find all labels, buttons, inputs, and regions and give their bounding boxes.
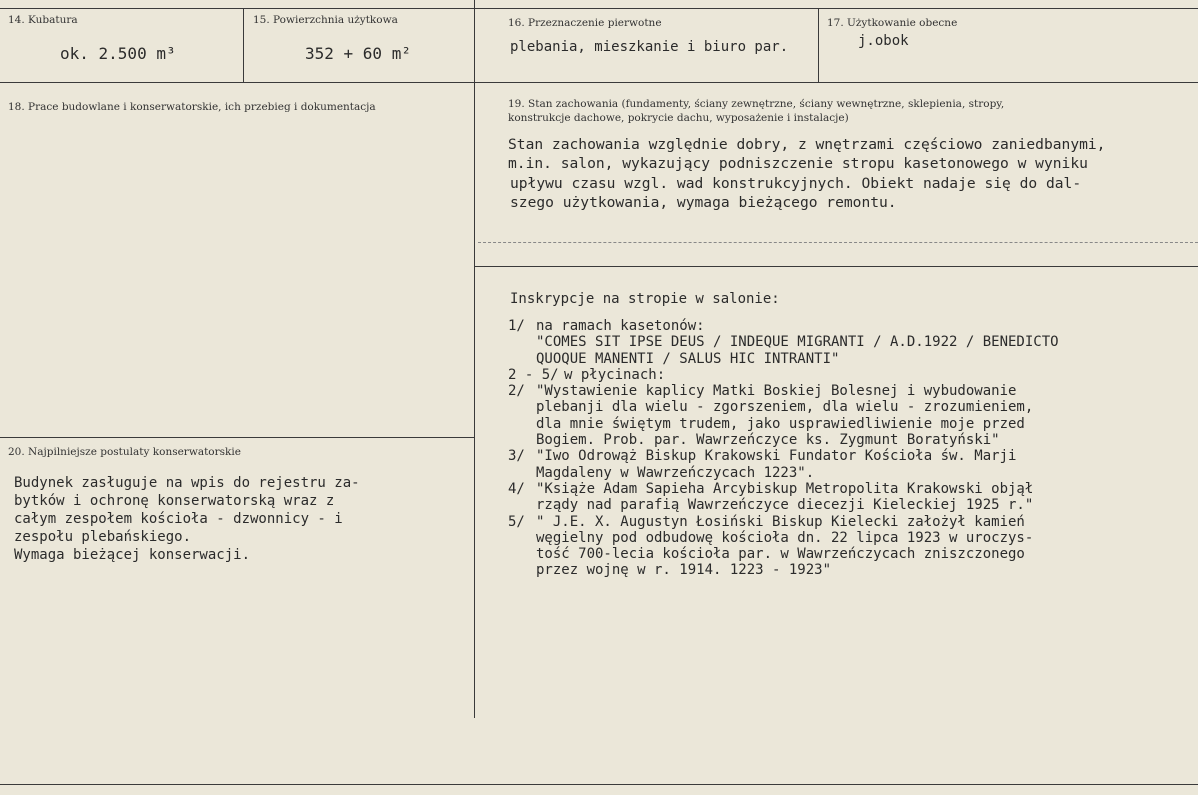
inscription-text: QUOQUE MANENTI / SALUS HIC INTRANTI"	[536, 350, 840, 367]
inscription-text: na ramach kasetonów:	[536, 318, 705, 334]
inscription-row	[508, 530, 1059, 546]
stan-zachowania-label-line2: konstrukcje dachowe, pokrycie dachu, wyposażenie i instalacje)	[508, 112, 849, 124]
inscription-row	[508, 416, 1059, 432]
inscription-text: "Iwo Odrowąż Biskup Krakowski Fundator Kościoła św. Marji	[536, 448, 1017, 465]
postulaty-line-1: Budynek zasługuje na wpis do rejestru za-	[14, 475, 360, 491]
inscription-text: Bogiem. Prob. par. Wawrzeńczyce ks. Zygmunt Boratyński"	[536, 432, 1000, 449]
inscription-num: 1/	[508, 318, 525, 334]
przeznaczenie-value: plebania, mieszkanie i biuro par.	[510, 39, 789, 55]
col-divider-3	[818, 8, 819, 83]
inscription-num: 2/	[508, 383, 525, 400]
powierzchnia-value: 352 + 60 m²	[305, 44, 411, 63]
kubatura-label: 14. Kubatura	[8, 14, 78, 26]
stan-zachowania-line-2: m.in. salon, wykazujący podniszczenie stropu kasetonowego w wyniku	[508, 155, 1088, 172]
inscription-row	[508, 514, 1059, 530]
inscription-row	[508, 546, 1059, 562]
postulaty-line-2: bytków i ochronę konserwatorską wraz z	[14, 493, 335, 509]
col-divider-2	[474, 0, 475, 718]
inscription-row	[508, 432, 1059, 448]
inscription-row	[508, 351, 1059, 367]
inscription-text: "Książe Adam Sapieha Arcybiskup Metropolita Krakowski objął	[536, 480, 1034, 497]
inscription-num: 4/	[508, 480, 525, 497]
bottom-edge-line	[0, 784, 1198, 785]
inscriptions-list	[508, 318, 1059, 579]
inscription-text: Magdaleny w Wawrzeńczycach 1223".	[536, 464, 815, 481]
inscription-num: 2 - 5/	[508, 366, 559, 383]
inscription-num: 3/	[508, 448, 525, 465]
uzytkowanie-label: 17. Użytkowanie obecne	[827, 17, 958, 29]
postulaty-line-4: zespołu plebańskiego.	[14, 529, 192, 545]
inscription-num: 5/	[508, 513, 525, 530]
inscription-text: "COMES SIT IPSE DEUS / INDEQUE MIGRANTI / A.D.1922 / BENEDICTO	[536, 334, 1059, 351]
inscription-text: dla mnie świętym trudem, jako usprawiedliwienie moje przed	[536, 415, 1025, 432]
przeznaczenie-label: 16. Przeznaczenie pierwotne	[508, 17, 662, 29]
inscription-row	[508, 367, 1059, 383]
row1-bottom-line	[0, 82, 1198, 83]
prace-budowlane-label: 18. Prace budowlane i konserwatorskie, ich przebieg i dokumentacja	[8, 101, 376, 113]
inscription-row	[508, 334, 1059, 350]
dashed-separator	[478, 242, 1198, 243]
stan-zachowania-line-1: Stan zachowania względnie dobry, z wnętrzami częściowo zaniedbanymi,	[508, 136, 1106, 153]
inscription-text: " J.E. X. Augustyn Łosiński Biskup Kielecki założył kamień	[536, 513, 1025, 530]
stan-zachowania-line-3: upływu czasu wzgl. wad konstrukcyjnych. Obiekt nadaje się do dal-	[510, 175, 1082, 192]
kubatura-value: ok. 2.500 m³	[60, 44, 176, 63]
powierzchnia-label: 15. Powierzchnia użytkowa	[253, 14, 398, 26]
postulaty-line-3: całym zespołem kościoła - dzwonnicy - i	[14, 511, 343, 527]
postulaty-label: 20. Najpilniejsze postulaty konserwatorskie	[8, 446, 241, 458]
postulaty-line-5: Wymaga bieżącej konserwacji.	[14, 547, 251, 563]
inscription-text: w płycinach:	[564, 366, 666, 383]
inscription-row	[508, 318, 1059, 334]
inscription-row	[508, 399, 1059, 415]
inscription-text: węgielny pod odbudowę kościoła dn. 22 lipca 1923 w uroczys-	[536, 529, 1034, 546]
inscription-row	[508, 465, 1059, 481]
top-edge-line	[0, 8, 1198, 9]
col-divider-1	[243, 8, 244, 83]
inscription-text: tość 700-lecia kościoła par. w Wawrzeńczycach zniszczonego	[536, 546, 1025, 563]
stan-zachowania-line-4: szego użytkowania, wymaga bieżącego remontu.	[510, 194, 897, 211]
inscription-row	[508, 497, 1059, 513]
inscription-row	[508, 383, 1059, 399]
inscription-row	[508, 481, 1059, 497]
uzytkowanie-value: j.obok	[858, 33, 909, 49]
inscriptions-title: Inskrypcje na stropie w salonie:	[510, 291, 780, 307]
section20-top-line	[0, 437, 475, 438]
inscription-text: przez wojnę w r. 1914. 1223 - 1923"	[536, 562, 832, 579]
stan-zachowania-label-line1: 19. Stan zachowania (fundamenty, ściany zewnętrzne, ściany wewnętrzne, sklepienia, stropy,	[508, 98, 1005, 110]
inscription-row	[508, 562, 1059, 578]
inscription-row	[508, 448, 1059, 464]
inscription-text: "Wystawienie kaplicy Matki Boskiej Bolesnej i wybudowanie	[536, 383, 1017, 400]
inscription-text: rządy nad parafią Wawrzeńczyce diecezji Kieleckiej 1925 r."	[536, 497, 1034, 514]
inscription-text: plebanji dla wielu - zgorszeniem, dla wielu - zrozumieniem,	[536, 399, 1034, 416]
section19-bottom-line	[475, 266, 1198, 267]
